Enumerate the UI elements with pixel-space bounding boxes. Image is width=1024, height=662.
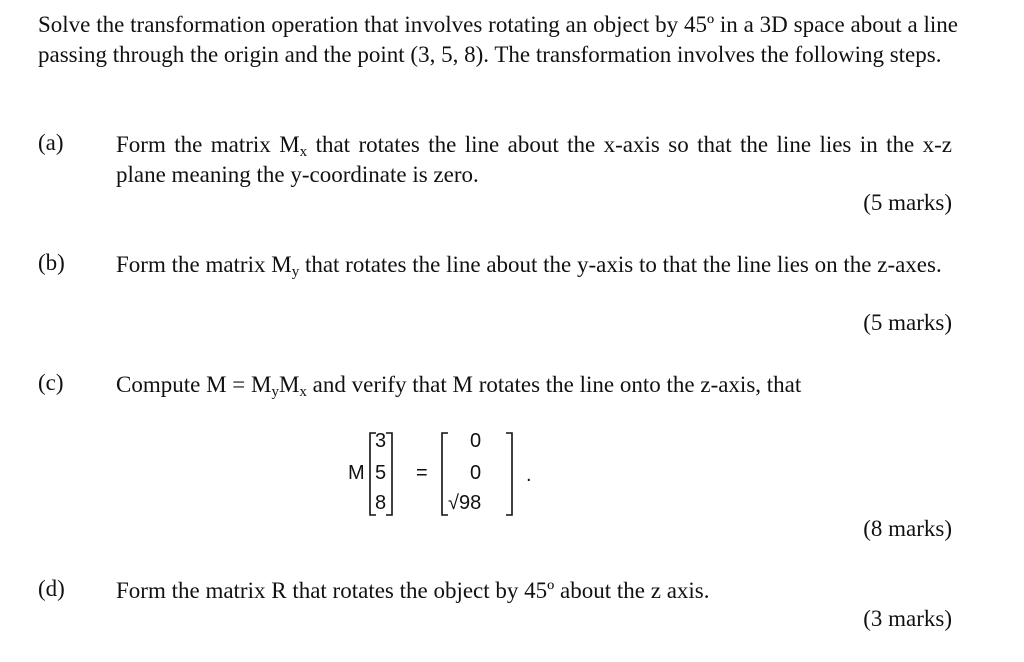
rhs-vector-y: 0	[470, 462, 482, 484]
part-c-subscript-2: x	[299, 384, 307, 400]
equation-period: .	[526, 464, 532, 486]
part-c-marks: (8 marks)	[863, 516, 952, 541]
part-a-marks: (5 marks)	[863, 190, 952, 215]
part-c-text-end: and verify that M rotates the line onto the z-axis, that	[306, 372, 802, 397]
matrix-equation	[348, 428, 548, 518]
equals-sign: =	[416, 462, 428, 484]
part-b-marks: (5 marks)	[863, 310, 952, 335]
part-c-label: (c)	[38, 370, 64, 395]
part-b-text-end: that rotates the line about the y-axis to that the line lies on the z-axes.	[299, 252, 942, 277]
lhs-symbol: M	[348, 462, 365, 484]
part-b-text-start: Form the matrix M	[116, 252, 292, 277]
lhs-vector-x: 3	[375, 430, 387, 452]
part-b-subscript: y	[291, 264, 300, 280]
lhs-vector-y: 5	[375, 462, 387, 484]
part-c-text	[116, 370, 952, 400]
part-c-subscript-1: y	[271, 384, 279, 400]
lhs-vector-z: 8	[375, 492, 387, 514]
part-d-label: (d)	[38, 576, 65, 601]
part-c-text-mid: M	[278, 372, 300, 397]
intro-paragraph: Solve the transformation operation that involves rotating an object by 45º in a 3D space about a line passing through the origin and the point (3, 5, 8). The transformation involves the following steps.	[38, 12, 958, 67]
rhs-vector-x: 0	[470, 430, 482, 452]
part-b-text	[116, 250, 952, 280]
part-b-label: (b)	[38, 250, 65, 275]
part-a-label: (a)	[38, 130, 64, 155]
rhs-vector-z: √98	[448, 492, 482, 514]
part-a-text-start: Form the matrix M	[116, 132, 300, 157]
part-a-subscript: x	[299, 144, 308, 160]
part-d-text: Form the matrix R that rotates the object by 45º about the z axis.	[116, 578, 710, 603]
part-d-marks: (3 marks)	[863, 606, 952, 631]
part-c-text-start: Compute M = M	[116, 372, 272, 397]
part-a-text-end: that rotates the line about the x-axis so that the line lies in the x-z plane meaning the y-coordinate is zero.	[116, 132, 952, 187]
part-a-text	[116, 130, 952, 190]
